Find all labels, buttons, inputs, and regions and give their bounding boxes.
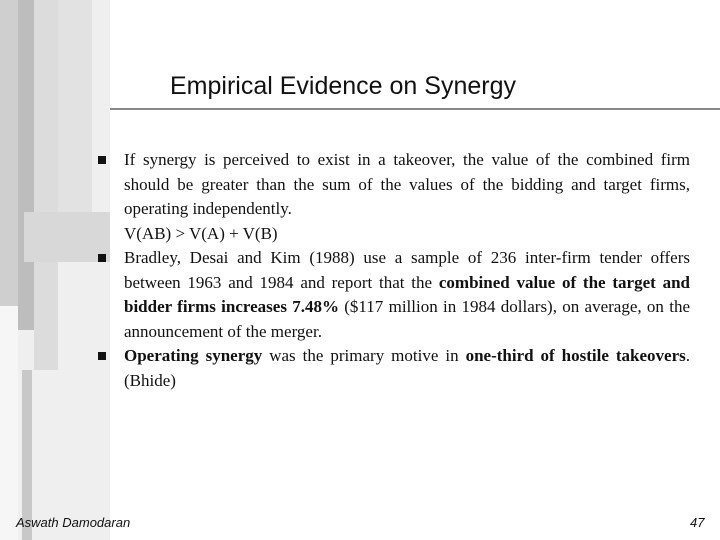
square-bullet-icon [98,254,106,262]
bullet-text-span: was the primary motive in [262,346,466,365]
title-divider [110,108,720,110]
page-number: 47 [690,515,705,530]
bullet-text-span: ($117 million in 1984 dollars), on average, on the announcement of the merger. [124,297,690,341]
slide-title: Empirical Evidence on Synergy [170,72,516,100]
footer-author: Aswath Damodaran [16,515,131,530]
bullet-item [98,148,690,246]
bullet-item [98,344,690,393]
bullet-text [124,344,690,393]
square-bullet-icon [98,156,106,164]
bullet-text [124,246,690,344]
bullet-list [98,148,690,393]
bullet-text-span: Bradley, Desai and Kim (1988) use a sample of 236 inter-firm tender offers between 1963 and 1984 and report that the [124,248,690,292]
square-bullet-icon [98,352,106,360]
background-bar [34,0,58,370]
bullet-bold-span: combined value of the target and bidder firms increases 7.48% [124,272,690,316]
bullet-bold-span: one-third of hostile takeovers [465,346,686,365]
bullet-text [124,148,690,222]
bullet-text-span: If synergy is perceived to exist in a takeover, the value of the combined firm should be greater than the sum of the values of the bidding and target firms, operating independently. [124,150,690,218]
synergy-formula: V(AB) > V(A) + V(B) [124,223,278,243]
bullet-bold-span: Operating synergy [124,346,263,365]
bullet-text-span: . (Bhide) [124,346,690,390]
bullet-item [98,246,690,344]
